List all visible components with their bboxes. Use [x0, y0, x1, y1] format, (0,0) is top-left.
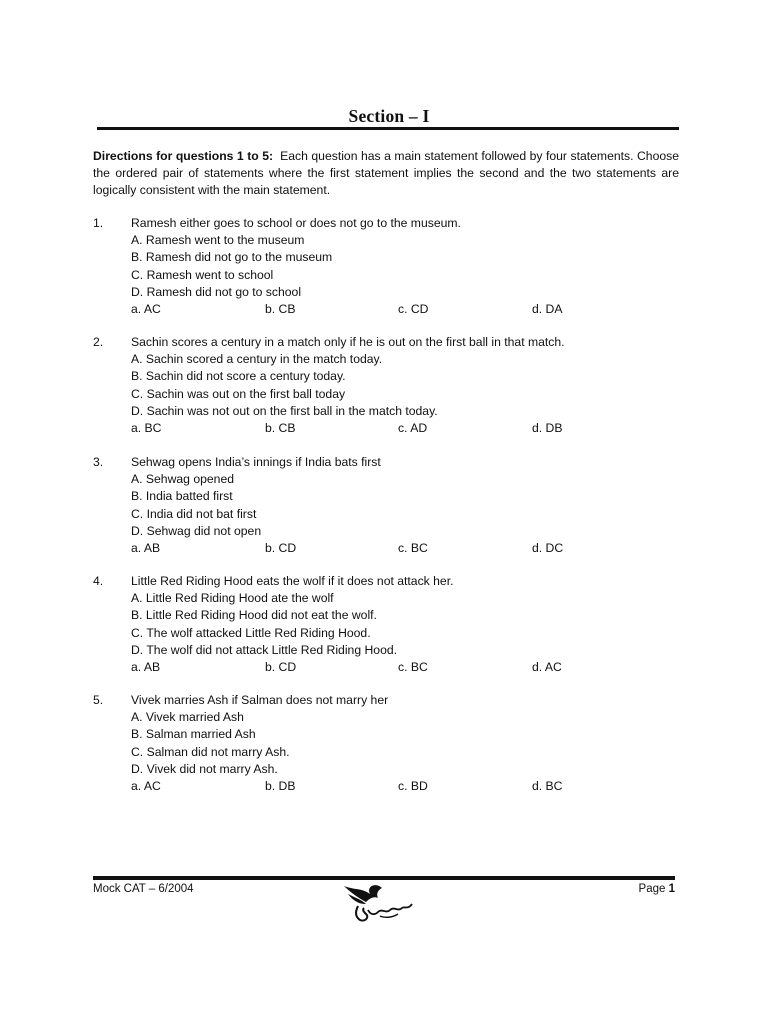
answer-option-a: a. AB	[131, 541, 161, 555]
answer-option-a: a. AB	[131, 660, 161, 674]
answer-option-c: c. BC	[398, 541, 428, 555]
statement-b: B. India batted first	[131, 489, 233, 504]
page-number: 1	[668, 883, 675, 895]
answer-option-b: b. CD	[265, 660, 297, 674]
answer-option-b: b. CB	[265, 421, 296, 435]
answer-option-c: c. AD	[398, 421, 428, 435]
statement-a: A. Ramesh went to the museum	[131, 233, 305, 248]
answer-option-b: b. CB	[265, 302, 296, 316]
statement-b: B. Little Red Riding Hood did not eat the wolf.	[131, 608, 377, 623]
section-title: Section – I	[348, 106, 430, 126]
question-text: Ramesh either goes to school or does not go to the museum.	[131, 216, 461, 230]
statement-c: C. Sachin was out on the first ball today	[131, 386, 346, 401]
answer-option-a: a. AC	[131, 302, 161, 316]
statement-c: C. Ramesh went to school	[131, 267, 274, 282]
answer-option-c: c. BC	[398, 660, 428, 674]
question-text: Sehwag opens India’s innings if India bats first	[131, 455, 381, 469]
answer-option-a: a. AC	[131, 779, 161, 793]
answer-option-d: d. DB	[532, 421, 563, 435]
answer-option-b: b. DB	[265, 779, 296, 793]
statement-b: B. Salman married Ash	[131, 727, 256, 742]
statement-a: A. Little Red Riding Hood ate the wolf	[131, 591, 334, 606]
directions-lead: Directions for questions 1 to 5:	[93, 149, 274, 163]
statement-d: D. Sehwag did not open	[131, 523, 262, 538]
statement-a: A. Vivek married Ash	[131, 710, 244, 725]
question-text: Sachin scores a century in a match only if he is out on the first ball in that match.	[131, 335, 565, 349]
statement-d: D. Vivek did not marry Ash.	[131, 761, 278, 776]
question-number: 2.	[93, 335, 104, 349]
answer-option-c: c. BD	[398, 779, 428, 793]
statement-d: D. Ramesh did not go to school	[131, 284, 302, 299]
answer-option-d: d. AC	[532, 660, 562, 674]
page-label: Page	[638, 883, 666, 895]
question-number: 4.	[93, 574, 104, 588]
statement-d: D. The wolf did not attack Little Red Riding Hood.	[131, 642, 398, 657]
directions	[93, 148, 679, 199]
statement-d: D. Sachin was not out on the first ball in the match today.	[131, 403, 438, 418]
statement-a: A. Sachin scored a century in the match today.	[131, 352, 383, 367]
statement-b: B. Sachin did not score a century today.	[131, 369, 346, 384]
answer-option-b: b. CD	[265, 541, 297, 555]
question-text: Little Red Riding Hood eats the wolf if it does not attack her.	[131, 574, 454, 588]
question-text: Vivek marries Ash if Salman does not marry her	[131, 693, 389, 707]
pegasus-logo	[336, 880, 416, 924]
title-rule	[97, 127, 679, 130]
answer-option-d: d. DA	[532, 302, 563, 316]
statement-b: B. Ramesh did not go to the museum	[131, 250, 333, 265]
answer-option-a: a. BC	[131, 421, 162, 435]
answer-option-d: d. BC	[532, 779, 563, 793]
question-number: 5.	[93, 693, 104, 707]
answer-option-d: d. DC	[532, 541, 564, 555]
statement-c: C. The wolf attacked Little Red Riding Hood.	[131, 625, 371, 640]
question-number: 1.	[93, 216, 104, 230]
statement-c: C. Salman did not marry Ash.	[131, 744, 290, 759]
footer-left: Mock CAT – 6/2004	[93, 883, 194, 895]
answer-option-c: c. CD	[398, 302, 429, 316]
statement-c: C. India did not bat first	[131, 506, 257, 521]
directions-text: Each question has a main statement followed by four statements. Choose the ordered pair of statements where the first statement implies the second and the two statements are logically consistent with the main statement.	[93, 149, 680, 197]
page-indicator	[560, 883, 675, 895]
question-number: 3.	[93, 455, 104, 469]
statement-a: A. Sehwag opened	[131, 472, 234, 487]
